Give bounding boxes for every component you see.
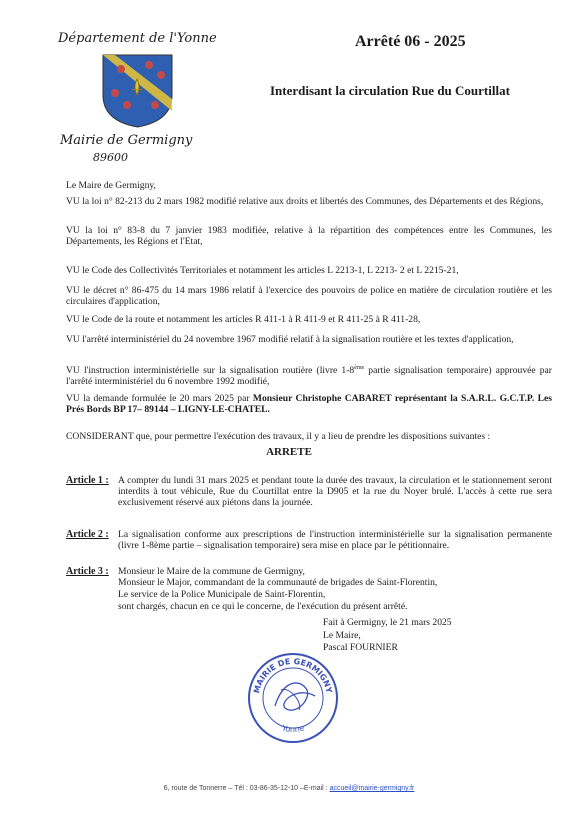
vu-clause: VU le Code de la route et notamment les articles R 411-1 à R 411-9 et R 411-25 à R 411-28, bbox=[66, 314, 421, 325]
article-3-line: sont chargés, chacun en ce qui le concerne, de l'exécution du présent arrêté. bbox=[118, 601, 408, 612]
article-3-line: Le service de la Police Municipale de Saint-Florentin, bbox=[118, 589, 326, 600]
signature-name: Pascal FOURNIER bbox=[323, 642, 398, 653]
article-2-label: Article 2 : bbox=[66, 529, 109, 540]
coat-of-arms-icon bbox=[101, 53, 174, 129]
arrete-subject: Interdisant la circulation Rue du Courtillat bbox=[270, 83, 510, 98]
vu-clause: VU la loi n° 83-8 du 7 janvier 1983 modifiée, relative à la répartition des compétences entre les Communes, les Départements, les Régions et l'Etat, bbox=[66, 225, 552, 247]
footer-email-link[interactable]: accueil@mairie-germigny.fr bbox=[329, 785, 415, 792]
article-3-line: Monsieur le Maire de la commune de Germigny, bbox=[118, 566, 305, 577]
mairie-name: Mairie de Germigny bbox=[60, 133, 193, 148]
postcode: 89600 bbox=[93, 151, 128, 164]
article-1-text: A compter du lundi 31 mars 2025 et pendant toute la durée des travaux, la circulation et le stationnement seront interdits à tout véhicule, Rue du Courtillat entre la D905 et la rue du Noyer brulé. L'accès à cette rue sera exclusivement réservé aux piétons dans la journée. bbox=[118, 475, 552, 508]
article-3-label: Article 3 : bbox=[66, 566, 109, 577]
signature-role: Le Maire, bbox=[323, 630, 361, 641]
vu-clause: VU le décret n° 86-475 du 14 mars 1986 relatif à l'exercice des pouvoirs de police en matière de circulation routière et les circulaires d'application, bbox=[66, 285, 552, 307]
considerant-clause: CONSIDERANT que, pour permettre l'exécution des travaux, il y a lieu de prendre les dispositions suivantes : bbox=[66, 431, 491, 442]
article-1-label: Article 1 : bbox=[66, 475, 109, 486]
vu-demande-clause: VU la demande formulée le 20 mars 2025 par Monsieur Christophe CABARET représentant la S.A.R.L. G.C.T.P. Les Prés Bords BP 17– 89144 – LIGNY-LE-CHATEL. bbox=[66, 393, 552, 415]
mairie-stamp bbox=[245, 650, 340, 745]
vu-clause: VU le Code des Collectivités Territoriales et notamment les articles L 2213-1, L 2213- 2 et L 2215-21, bbox=[66, 265, 459, 276]
intro-line: Le Maire de Germigny, bbox=[66, 180, 156, 191]
arrete-number: Arrêté 06 - 2025 bbox=[355, 33, 466, 50]
vu-instruction-clause: VU l'instruction interministérielle sur la signalisation routière (livre 1-8ème partie signalisation temporaire) approuvée par l'arrêté interministériel du 6 novembre 1992 modifié, bbox=[66, 365, 552, 388]
signature-date: Fait à Germigny, le 21 mars 2025 bbox=[323, 617, 452, 628]
arrete-heading: ARRETE bbox=[266, 446, 312, 458]
department-name: Département de l'Yonne bbox=[58, 31, 217, 46]
svg-text:Yonne: Yonne bbox=[280, 723, 306, 735]
article-3-line: Monsieur le Major, commandant de la communauté de brigades de Saint-Florentin, bbox=[118, 577, 438, 588]
footer-contact: 6, route de Tonnerre – Tél : 03-86-35-12-10 –E-mail : accueil@mairie-germigny.fr bbox=[163, 785, 415, 792]
svg-text:MAIRIE DE GERMIGNY: MAIRIE DE GERMIGNY bbox=[252, 656, 334, 695]
article-2-text: La signalisation conforme aux prescriptions de l'instruction interministérielle sur la signalisation permanente (livre 1-8ème partie – signalisation temporaire) sera mise en place par le pétitionnaire. bbox=[118, 529, 552, 551]
vu-clause: VU la loi n° 82-213 du 2 mars 1982 modifié relative aux droits et libertés des Communes, des Départements et des Régions, bbox=[66, 196, 544, 207]
vu-clause: VU l'arrêté interministériel du 24 novembre 1967 modifié relatif à la signalisation routière et les textes d'application, bbox=[66, 334, 514, 345]
